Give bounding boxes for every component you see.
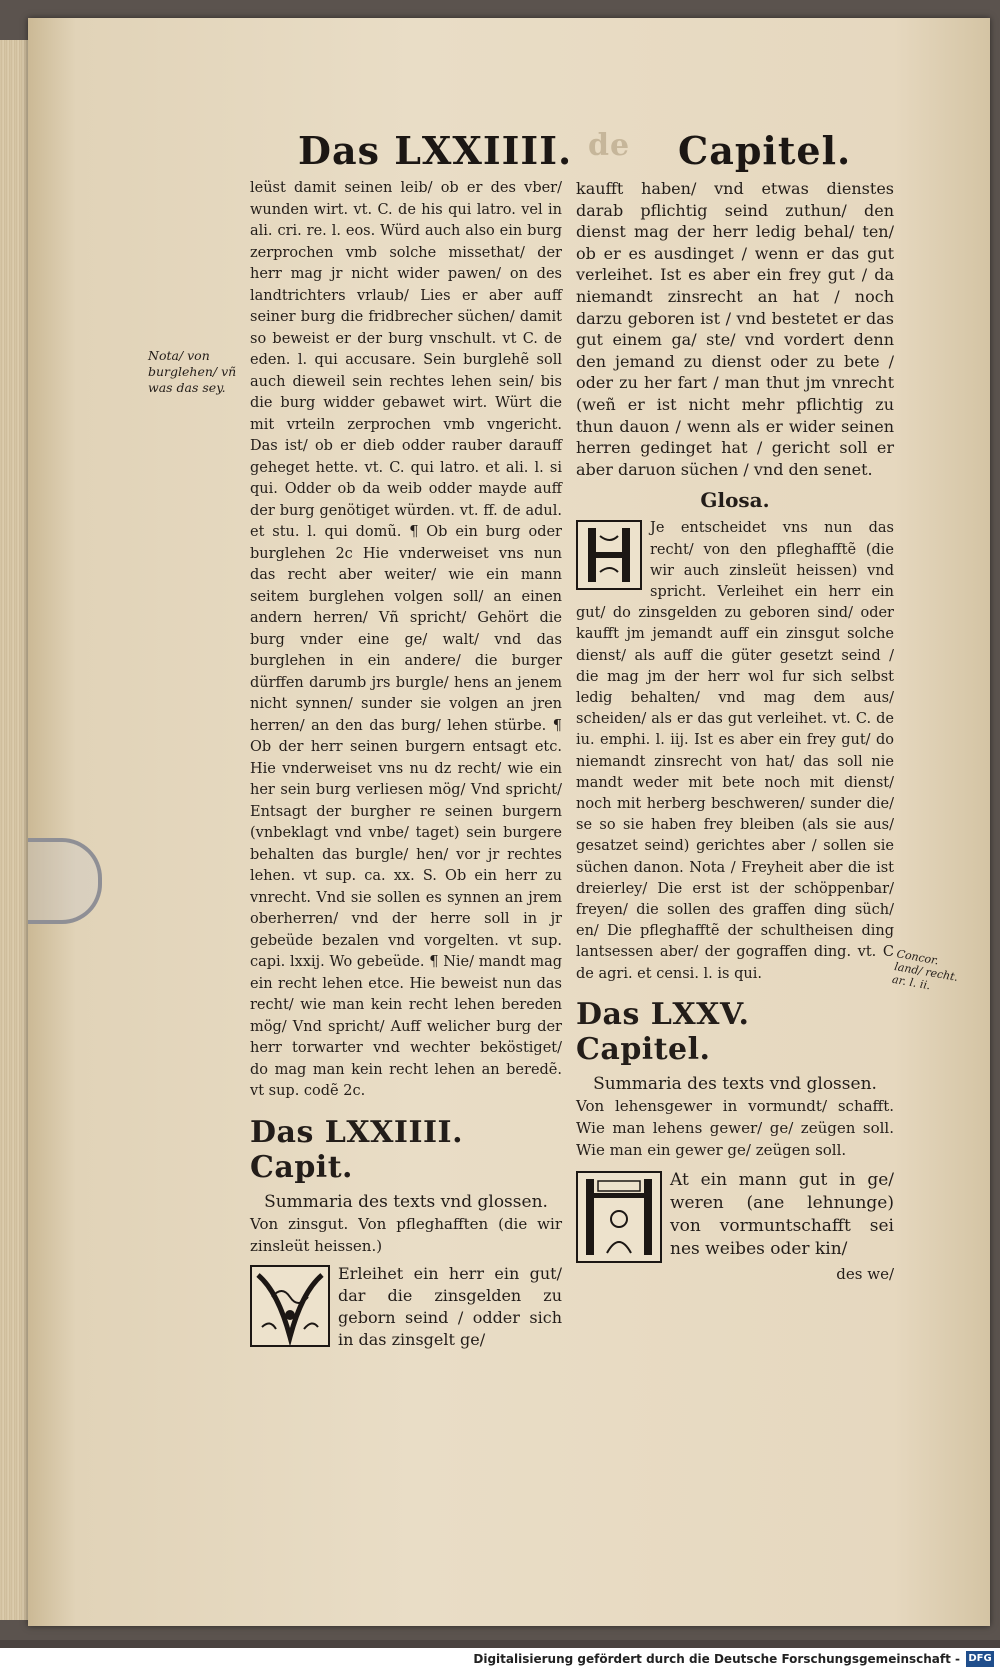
glosa-section: [576, 518, 894, 984]
margin-note-right: Concor. land/ recht. ar. l. ii.: [891, 947, 960, 993]
book-page: [28, 18, 990, 1626]
running-head-ghost: de: [588, 128, 631, 163]
left-column-gloss-text: leüst damit seinen leib/ ob er des vber/ wunden wirt. vt. C. de his qui latro. vel in ali. cri. re. l. eos. Würd auch also ein burg zerprochen vmb solche missethat/ der herr mag jr nicht wider pawen/ on des landtrichters vrlaub/ Lies er aber auff seiner burg die fridbrecher süchen/ damit so beweist er der burg vnschult. vt C. de eden. l. qui accusare. Sein burglehẽ soll auch dieweil sein rechtes lehen sein/ bis die burg widder gebawet wirt. Würt die mit vrteiln zerprochen vmb vngericht. Das ist/ ob er dieb odder rauber darauff geheget hette. vt. C. qui latro. et ali. l. si qui. Odder ob da weib odder mayde auff der burg genötiget würden. vt. ff. de adul. et stu. l. qui domũ. ¶ Ob ein burg oder burglehen 2c Hie vnderweiset vns nun das recht aber weiter/ wie ein mann seitem burglehen volgen soll/ an einen andern herren/ Vñ spricht/ Gehört die burg vnder eine ge/ walt/ vnd das burglehen in ein andere/ die burger dürffen darumb jrs burgle/ hens an jenem nicht synnen/ sunder sie volgen an jren herren/ an den das burg/ lehen stürbe. ¶ Ob der herr seinen burgern entsagt etc. Hie vnderweiset vns nu dz recht/ wie ein her sein burg verliesen mög/ Vnd spricht/ Entsagt der burgher re seinen burgern (vnbeklagt vnd vnbe/ taget) sein burgere behalten das burgle/ hen/ vor jr rechtes lehen. vt sup. ca. xx. S. Ob ein herr zu vnrecht. Vnd sie sollen es synnen an jrem oberherren/ vnd der herre soll in jr gebeüde bezalen vnd vorgelten. vt sup. capi. lxxij. Wo gebeüde. ¶ Nie/ mandt mag ein recht lehen etce. Hie beweist nun das recht/ wie man kein recht lehen bereden mög/ Vnd spricht/ Auff welicher burg der herr torwarter vnd wechter beköstiget/ do mag man kein recht lehen an beredẽ. vt sup. codẽ 2c.: [250, 180, 562, 1099]
running-head-right: Capitel.: [678, 128, 852, 173]
glosa-text: Je entscheidet vns nun das recht/ von den pfleghafftẽ (die wir auch zinsleüt heissen) vnd spricht. Verleihet ein herr ein gut/ do zinsgelden zu geboren sind/ oder kaufft jm jemandt auff ein zinsgut solche dienst/ als auff die güter gesetzt seind / die mag jm der herr wol fur sich selbst ledig behalten/ vnd mag dem aus/ scheiden/ als er das gut verleihet. vt. C. de iu. emphi. l. iij. Ist es aber ein frey gut/ do niemandt zinsrecht von hat/ das soll nie mandt weder mit bete noch mit dienst/ noch mit herberg beschweren/ sunder die/ se so sie haben frey bleiben (als sie aus/ gesatzet seind) gerichtes aber / sollen sie süchen danon. Nota / Freyheit aber die ist dreierley/ Die erst ist der schöppenbar/ freyen/ die sollen des graffen ding süch/ en/ Die pfleghafftẽ der schultheisen ding lantsessen aber/ der gograffen ding. vt. C de agri. et censi. l. is qui.: [576, 520, 894, 982]
paper-clip: [28, 838, 102, 924]
chapter-start-left: [250, 1263, 562, 1351]
chapter-heading-lxxv: Das LXXV. Capitel.: [576, 996, 750, 1067]
glosa-heading: Glosa.: [700, 488, 770, 513]
chapter-heading-lxxiiii: Das LXXIIII. Capit.: [250, 1114, 464, 1185]
left-column: [250, 178, 562, 1351]
decorated-initial-h: [576, 520, 642, 590]
summaria-heading-right: Summaria des texts vnd glossen.: [593, 1073, 877, 1094]
summary-line-left: Von zinsgut. Von pfleghafften (die wir zinsleüt heissen.): [250, 1214, 562, 1255]
right-column: [576, 178, 894, 1283]
decorated-initial-h-figure: [576, 1171, 662, 1263]
summaria-heading-left: Summaria des texts vnd glossen.: [264, 1191, 548, 1212]
chapter-start-right: [576, 1169, 894, 1283]
footer-bar: [0, 1648, 1000, 1672]
chapter-start-text-left: Erleihet ein herr ein gut/ dar die zinsgelden zu geborn seind / odder sich in das zinsgelt ge/: [338, 1263, 562, 1349]
summary-line-right: Von lehensgewer in vormundt/ schafft. Wie man lehens gewer/ ge/ zeügen soll. Wie man ein gewer ge/ zeügen soll.: [576, 1096, 894, 1159]
running-head-left: Das LXXIIII.: [298, 128, 573, 173]
decorated-initial-v: [250, 1265, 330, 1347]
footer-credit: Digitalisierung gefördert durch die Deutsche Forschungsgemeinschaft -: [473, 1652, 960, 1666]
catchword: des we/: [836, 1264, 894, 1283]
chapter-start-text-right: At ein mann gut in ge/ weren (ane lehnunge) von vormuntschafft sei nes weibes oder kin/: [670, 1169, 894, 1259]
right-column-text: kaufft haben/ vnd etwas dienstes darab pflichtig seind zuthun/ den dienst mag der herr ledig behal/ ten/ ob er es ausdinget / wenn er das gut verleihet. Ist es aber ein frey gut / da niemandt zinsrecht an hat / noch darzu geboren ist / vnd bestetet er das gut einem ga/ ste/ vnd vordert denn den jemand zu dienst oder zu bete / oder zu her fart / man thut jm vnrecht (weñ er ist nicht mehr pflichtig zu thun dauon / wenn als er wider seinen herren gedinget hat / gericht soll er aber daruon süchen / vnd den senet.: [576, 179, 894, 479]
dfg-logo-icon: DFG: [966, 1651, 994, 1667]
margin-note-left: Nota/ von burglehen/ vñ was das sey.: [148, 348, 237, 395]
